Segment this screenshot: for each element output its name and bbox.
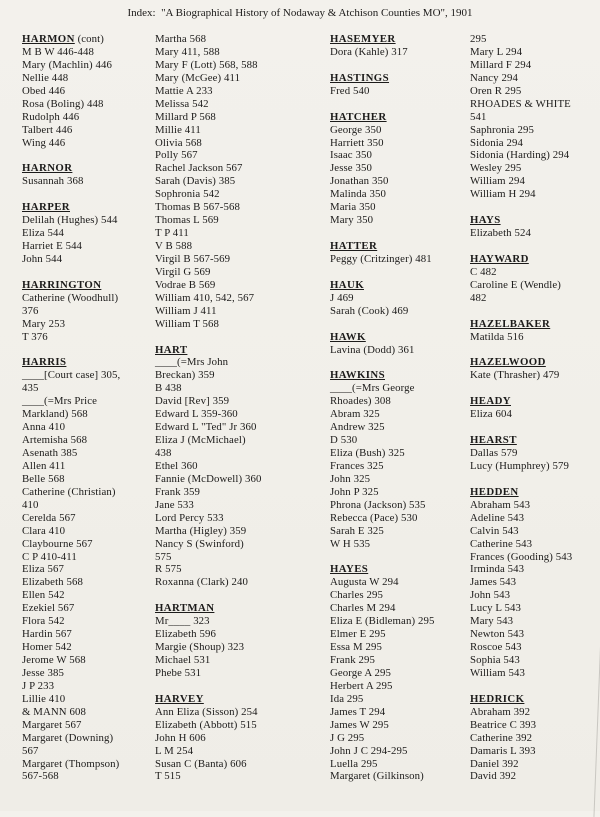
index-entry: J G 295	[330, 731, 365, 744]
index-entry: John P 325	[330, 485, 379, 498]
section-header	[330, 111, 468, 124]
index-entry: Margaret (Gilkinson)	[330, 770, 424, 783]
index-entry: Markland) 568	[22, 408, 88, 421]
index-entry: Millie 411	[155, 123, 201, 136]
index-entry: & MANN 608	[22, 705, 86, 718]
index-entry: Sarah (Cook) 469	[330, 304, 409, 317]
index-entry: Elizabeth 568	[22, 576, 83, 589]
blank-line	[470, 240, 600, 253]
index-entry: Flora 542	[22, 615, 65, 628]
index-entry: Talbert 446	[22, 123, 73, 136]
index-entry: Eliza E (Bidleman) 295	[330, 615, 435, 628]
index-entry: Mary 543	[470, 615, 514, 628]
section-header	[22, 279, 154, 292]
index-entry: Rebecca (Pace) 530	[330, 511, 418, 524]
index-entry: Dora (Kahle) 317	[330, 45, 408, 58]
index-entry: Elizabeth (Abbott) 515	[155, 718, 257, 731]
section-header	[470, 693, 600, 706]
index-entry: Saphronia 295	[470, 123, 534, 136]
index-entry: ____(=Mrs Price	[22, 395, 98, 408]
index-column-4	[470, 33, 600, 783]
index-entry: Margaret (Thompson)	[22, 757, 120, 770]
section-header	[330, 240, 468, 253]
index-entry: Peggy (Critzinger) 481	[330, 252, 432, 265]
index-entry: Sarah E 325	[330, 524, 384, 537]
index-entry: Eliza 604	[470, 408, 512, 421]
index-entry: Catherine 543	[470, 537, 533, 550]
index-entry: Lillie 410	[22, 692, 66, 705]
index-entry: ____(=Mrs George	[330, 382, 415, 395]
index-entry: Martha 568	[155, 33, 207, 45]
index-entry: William 410, 542, 567	[155, 291, 255, 304]
blank-line	[470, 344, 600, 357]
index-entry: T 376	[22, 330, 48, 343]
index-entry: Beatrice C 393	[470, 718, 537, 731]
index-entry: Catherine (Christian)	[22, 485, 116, 498]
index-entry: Sophronia 542	[155, 188, 220, 201]
index-entry: B 438	[155, 382, 182, 395]
index-entry: Frank 359	[155, 485, 200, 498]
index-entry: Rudolph 446	[22, 110, 80, 123]
index-entry: Olivia 568	[155, 136, 202, 149]
index-entry: Mary 411, 588	[155, 45, 220, 58]
index-entry: 410	[22, 498, 39, 511]
index-column-2	[155, 33, 313, 783]
surname-heading: HAZELBAKER	[470, 317, 551, 330]
blank-line	[330, 227, 468, 240]
section-header	[470, 434, 600, 447]
index-entry: T 515	[155, 770, 181, 783]
index-entry: ____(=Mrs John	[155, 356, 229, 369]
surname-heading: HEDRICK	[470, 692, 525, 705]
index-entry: Ann Eliza (Sisson) 254	[155, 705, 258, 718]
surname-heading: HASEMYER	[330, 33, 396, 45]
index-entry: Thomas L 569	[155, 214, 219, 227]
index-entry: Newton 543	[470, 628, 525, 641]
index-entry: Mattie A 233	[155, 84, 213, 97]
index-entry: Oren R 295	[470, 84, 522, 97]
surname-heading: HAYS	[470, 214, 501, 227]
surname-heading: HARNOR	[22, 162, 73, 175]
index-entry: Margie (Shoup) 323	[155, 641, 245, 654]
surname-heading: HAYES	[330, 563, 369, 576]
index-entry: M B W 446-448	[22, 45, 94, 58]
blank-line	[22, 266, 154, 279]
surname-heading: HARMON	[22, 33, 75, 45]
section-header	[330, 331, 468, 344]
surname-heading: HART	[155, 343, 188, 356]
index-entry: J P 233	[22, 679, 55, 692]
blank-line	[330, 356, 468, 369]
index-entry: Nellie 448	[22, 71, 69, 84]
index-entry: Cerelda 567	[22, 511, 76, 524]
index-entry: T P 411	[155, 227, 189, 240]
index-entry: 295	[470, 33, 487, 45]
blank-line	[330, 59, 468, 72]
blank-line	[155, 680, 313, 693]
index-entry: Herbert A 295	[330, 679, 393, 692]
section-header	[22, 33, 154, 46]
index-entry: Frances 325	[330, 459, 384, 472]
index-entry: Sidonia 294	[470, 136, 523, 149]
index-entry: Nancy 294	[470, 71, 518, 84]
index-entry: Sidonia (Harding) 294	[470, 149, 570, 162]
index-entry: J 469	[330, 291, 354, 304]
index-column-3	[330, 33, 468, 783]
index-entry: Mary L 294	[470, 45, 523, 58]
index-entry: 575	[155, 550, 172, 563]
index-entry: Breckan) 359	[155, 369, 215, 382]
index-entry: W H 535	[330, 537, 371, 550]
blank-line	[470, 305, 600, 318]
index-entry: Irminda 543	[470, 563, 525, 576]
index-entry: Melissa 542	[155, 97, 209, 110]
section-header	[330, 72, 468, 85]
heading-suffix: (cont)	[74, 33, 104, 45]
index-entry: Ellen 542	[22, 589, 65, 602]
index-entry: Caroline E (Wendle)	[470, 278, 561, 291]
section-header	[155, 602, 313, 615]
index-entry: William J 411	[155, 304, 217, 317]
index-entry: Mary (Machlin) 446	[22, 58, 112, 71]
index-entry: Isaac 350	[330, 149, 372, 162]
section-header	[330, 33, 468, 46]
index-entry: C 482	[470, 265, 497, 278]
surname-heading: HEARST	[470, 434, 517, 447]
index-entry: Claybourne 567	[22, 537, 93, 550]
surname-heading: HARRIS	[22, 356, 67, 369]
surname-heading: HAYWARD	[470, 252, 529, 265]
index-entry: Harriet E 544	[22, 240, 83, 252]
index-entry: Essa M 295	[330, 641, 382, 654]
index-entry: Fred 540	[330, 84, 370, 97]
index-entry: Dallas 579	[470, 447, 518, 459]
index-entry: William H 294	[470, 188, 536, 201]
index-entry: Charles M 294	[330, 602, 396, 615]
index-entry: Polly 567	[155, 149, 198, 162]
surname-heading: HAWKINS	[330, 369, 385, 382]
index-entry: Sophia 543	[470, 654, 520, 666]
index-entry: Anna 410	[22, 421, 66, 434]
index-entry: Elmer E 295	[330, 628, 386, 641]
index-entry: James 543	[470, 576, 517, 589]
index-entry: Elizabeth 524	[470, 227, 531, 240]
index-entry: Lavina (Dodd) 361	[330, 343, 415, 356]
index-entry: Michael 531	[155, 654, 211, 666]
blank-line	[330, 318, 468, 331]
section-header	[330, 369, 468, 382]
index-entry: Ethel 360	[155, 459, 198, 472]
page-title: Index: "A Biographical History of Nodaway & Atchison Counties MO", 1901	[127, 7, 473, 19]
section-header	[22, 162, 154, 175]
index-entry: Eliza 544	[22, 227, 64, 240]
index-entry: Millard P 568	[155, 110, 216, 123]
index-entry: John H 606	[155, 731, 206, 744]
index-entry: Calvin 543	[470, 524, 519, 537]
index-entry: Susan C (Banta) 606	[155, 757, 247, 770]
index-entry: L M 254	[155, 744, 194, 757]
section-header	[470, 318, 600, 331]
surname-heading: HATTER	[330, 240, 378, 252]
surname-heading: HARPER	[22, 201, 70, 214]
index-entry: John 543	[470, 589, 511, 602]
index-entry: Hardin 567	[22, 628, 72, 641]
surname-heading: HEDDEN	[470, 485, 519, 498]
surname-heading: HARTMAN	[155, 602, 215, 615]
index-entry: William T 568	[155, 317, 220, 330]
surname-heading: HAWK	[330, 330, 366, 343]
index-entry: Mary F (Lott) 568, 588	[155, 58, 258, 71]
section-header	[155, 344, 313, 357]
index-entry: ____[Court case] 305,	[22, 369, 121, 382]
index-entry: C P 410-411	[22, 550, 77, 563]
index-entry: George 350	[330, 123, 382, 136]
index-entry: Margaret 567	[22, 718, 82, 731]
index-entry: Abram 325	[330, 408, 380, 421]
index-entry: R 575	[155, 563, 182, 576]
index-entry: Rhoades) 308	[330, 395, 391, 408]
index-entry: Mary 253	[22, 317, 66, 330]
index-entry: Delilah (Hughes) 544	[22, 214, 118, 227]
index-entry: James W 295	[330, 718, 389, 731]
index-entry: Eliza J (McMichael)	[155, 434, 246, 447]
index-entry: Abraham 392	[470, 705, 531, 718]
blank-line	[470, 473, 600, 486]
index-entry: V B 588	[155, 240, 193, 252]
index-entry: Jonathan 350	[330, 175, 389, 188]
index-entry: Belle 568	[22, 472, 65, 485]
section-header	[470, 214, 600, 227]
index-entry: Edward L "Ted" Jr 360	[155, 421, 257, 434]
surname-heading: HEADY	[470, 395, 511, 408]
index-entry: Virgil G 569	[155, 265, 211, 278]
surname-heading: HASTINGS	[330, 71, 390, 84]
index-entry: Mr____ 323	[155, 615, 210, 628]
index-entry: David [Rev] 359	[155, 395, 230, 408]
index-entry: Edward L 359-360	[155, 408, 238, 421]
index-entry: Frank 295	[330, 654, 375, 666]
index-entry: Harriett 350	[330, 136, 384, 149]
index-entry: D 530	[330, 434, 358, 447]
index-entry: 435	[22, 382, 39, 395]
index-entry: RHOADES & WHITE	[470, 97, 571, 110]
index-entry: 482	[470, 291, 487, 304]
index-entry: John J C 294-295	[330, 744, 408, 757]
index-entry: Lucy L 543	[470, 602, 521, 615]
blank-line	[330, 266, 468, 279]
index-entry: Catherine 392	[470, 731, 533, 744]
index-entry: 567-568	[22, 770, 59, 783]
index-entry: Phebe 531	[155, 666, 202, 679]
index-entry: William 543	[470, 666, 525, 679]
index-entry: Allen 411	[22, 459, 66, 472]
index-entry: Roxanna (Clark) 240	[155, 576, 249, 589]
index-entry: Artemisha 568	[22, 434, 88, 447]
section-header	[22, 201, 154, 214]
blank-line	[330, 98, 468, 111]
index-entry: John 325	[330, 472, 371, 485]
index-entry: James T 294	[330, 705, 386, 718]
index-entry: Mary (McGee) 411	[155, 71, 241, 84]
index-entry: Obed 446	[22, 84, 66, 97]
index-entry: Jane 533	[155, 498, 194, 511]
blank-line	[155, 589, 313, 602]
index-entry: Wing 446	[22, 136, 66, 149]
index-entry: Asenath 385	[22, 447, 78, 459]
index-entry: Susannah 368	[22, 175, 84, 188]
index-entry: Lucy (Humphrey) 579	[470, 459, 570, 472]
blank-line	[155, 331, 313, 344]
index-entry: Nancy S (Swinford)	[155, 537, 244, 550]
index-entry: Jesse 350	[330, 162, 372, 175]
index-entry: Abraham 543	[470, 498, 531, 511]
index-entry: Eliza (Bush) 325	[330, 447, 405, 459]
index-entry: Damaris L 393	[470, 744, 536, 757]
index-entry: Kate (Thrasher) 479	[470, 369, 560, 382]
index-entry: Rachel Jackson 567	[155, 162, 243, 175]
index-entry: 567	[22, 744, 39, 757]
index-entry: Charles 295	[330, 589, 383, 602]
index-entry: Malinda 350	[330, 188, 386, 201]
index-entry: Frances (Gooding) 543	[470, 550, 573, 563]
index-entry: Homer 542	[22, 641, 72, 654]
index-entry: Jesse 385	[22, 666, 64, 679]
index-entry: Ezekiel 567	[22, 602, 75, 615]
index-entry: Millard F 294	[470, 58, 532, 71]
index-entry: Elizabeth 596	[155, 628, 216, 641]
index-entry: Wesley 295	[470, 162, 522, 175]
index-entry: Augusta W 294	[330, 576, 399, 589]
index-entry: Eliza 567	[22, 563, 64, 576]
index-entry: Clara 410	[22, 524, 66, 537]
section-header	[22, 356, 154, 369]
blank-line	[470, 680, 600, 693]
section-header	[470, 395, 600, 408]
index-entry: Adeline 543	[470, 511, 525, 524]
section-header	[470, 486, 600, 499]
section-header	[330, 279, 468, 292]
index-entry: Mary 350	[330, 214, 374, 227]
index-entry: Roscoe 543	[470, 641, 522, 654]
index-entry: Virgil B 567-569	[155, 252, 231, 265]
section-header	[330, 563, 468, 576]
index-entry: Catherine (Woodhull)	[22, 291, 119, 304]
blank-line	[22, 344, 154, 357]
index-column-1	[22, 33, 154, 783]
surname-heading: HATCHER	[330, 110, 387, 123]
index-entry: 438	[155, 447, 172, 459]
index-entry: 541	[470, 110, 487, 123]
surname-heading: HARVEY	[155, 692, 204, 705]
index-entry: Luella 295	[330, 757, 378, 770]
index-entry: Rosa (Boling) 448	[22, 97, 104, 110]
index-entry: John 544	[22, 252, 63, 265]
index-entry: 376	[22, 304, 39, 317]
surname-heading: HAZELWOOD	[470, 356, 546, 369]
surname-heading: HARRINGTON	[22, 278, 102, 291]
section-header	[155, 693, 313, 706]
blank-line	[470, 421, 600, 434]
index-entry: Daniel 392	[470, 757, 519, 770]
index-entry: Margaret (Downing)	[22, 731, 114, 744]
index-entry: Phrona (Jackson) 535	[330, 498, 426, 511]
index-entry: Andrew 325	[330, 421, 385, 434]
index-entry: Fannie (McDowell) 360	[155, 472, 262, 485]
index-entry: Sarah (Davis) 385	[155, 175, 236, 188]
section-header	[470, 356, 600, 369]
blank-line	[22, 188, 154, 201]
index-entry: Thomas B 567-568	[155, 201, 240, 214]
index-entry: George A 295	[330, 666, 391, 679]
index-entry: David 392	[470, 770, 517, 783]
index-entry: Vodrae B 569	[155, 278, 216, 291]
section-header	[470, 253, 600, 266]
surname-heading: HAUK	[330, 278, 364, 291]
index-entry: Matilda 516	[470, 330, 524, 343]
blank-line	[470, 382, 600, 395]
blank-line	[330, 551, 468, 564]
index-entry: Ida 295	[330, 692, 364, 705]
index-entry: Lord Percy 533	[155, 511, 224, 524]
index-entry: Maria 350	[330, 201, 376, 214]
blank-line	[22, 149, 154, 162]
index-entry: Jerome W 568	[22, 654, 86, 666]
index-entry: William 294	[470, 175, 525, 188]
blank-line	[470, 201, 600, 214]
index-entry: Martha (Higley) 359	[155, 524, 247, 537]
